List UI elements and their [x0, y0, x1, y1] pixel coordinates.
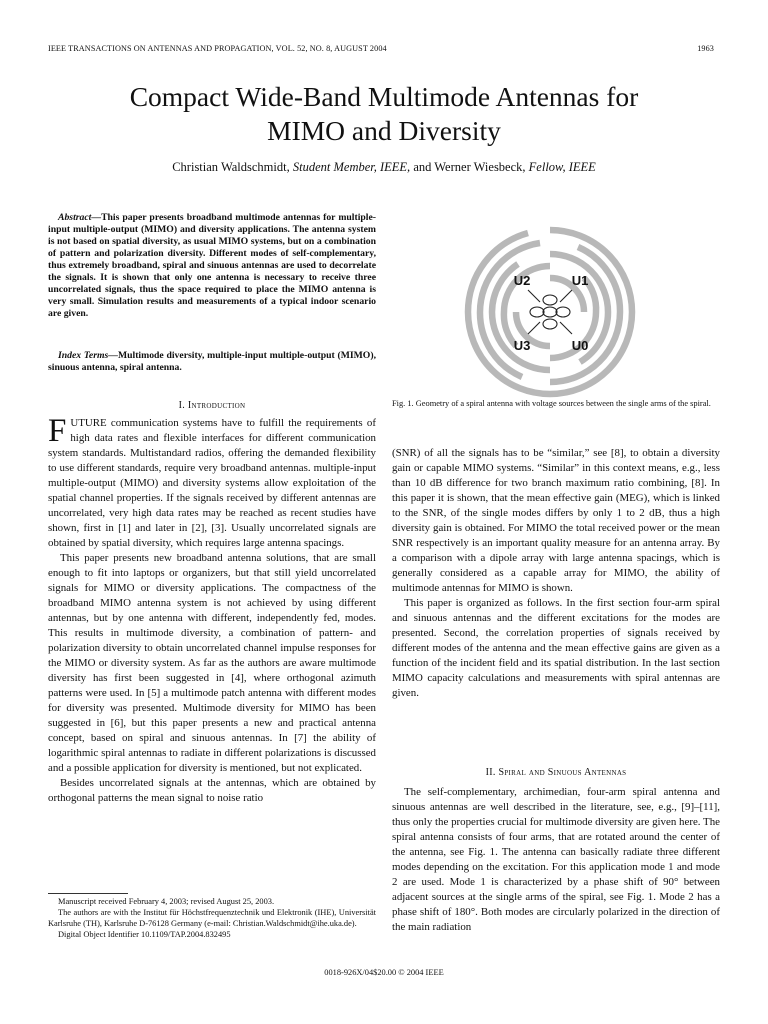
source-arrow-u2	[528, 290, 540, 302]
section-title: Spiral and Sinuous Antennas	[498, 767, 627, 778]
abstract-text: This paper presents broadband multimode antennas for multiple-input multiple-output (MIMO) and diversity applications. The antenna system is not based on spatial diversity, as usual MIMO systems, but on a combination of pattern and polarization diversity. Different modes of self-complementary, thus extremely broadband, spiral and sinuous antennas are used to decorrelate the signals. It is shown that only one antenna is necessary to receive three uncorrelated signals, thus the space required to place the MIMO antenna is very small. Simulation results and measurements of a typical indoor scenario are given.	[48, 212, 376, 319]
author-line	[40, 160, 728, 175]
title-line-2: MIMO and Diversity	[267, 115, 501, 146]
paragraph: The self-complementary, archimedian, four-arm spiral antenna and sinuous antennas are well described in the literature, see, e.g., [9]–[11], thus only the properties crucial for multimode diversity are given here. The spiral antenna consists of four arms, that are rotated around the center of the antenna, see Fig. 1. The antenna can basically radiate three different modes depending on the excitation. For this application mode 1 and mode 2 are used. Mode 1 is characterized by a phase shift of 90° between adjacent sources at the single arms of the spiral, see Fig. 1. Mode 2 has a phase shift of 180°. Both modes are circularly polarized in the direction of the main radiation	[392, 786, 720, 933]
footnote-affiliation: The authors are with the Institut für Höchstfrequenztechnik und Elektronik (IHE), Universität Karlsruhe (TH), Karlsruhe D-76128 Germany (e-mail: Christian.Waldschmidt@ihe.uka.de).	[48, 908, 376, 928]
source-arrow-u3	[528, 322, 540, 334]
footnote-doi: Digital Object Identifier 10.1109/TAP.2004.832495	[58, 930, 231, 939]
feed-ellipse-left	[530, 307, 544, 317]
label-u3: U3	[513, 338, 531, 353]
introduction-body	[48, 413, 376, 806]
author-1-role: Student Member, IEEE,	[292, 160, 411, 174]
footnotes	[48, 896, 376, 940]
source-arrow-u0	[560, 322, 572, 334]
section-2-body	[392, 785, 720, 935]
paragraph-text: UTURE communication systems have to fulfill the requirements of high data rates and flexible interfaces for different communication system standards. Multistandard radios, offering the demanded flexibility to use different standards, require very broadband antennas. multiple-input multiple-output (MIMO) and diversity systems allow exploitation of the spatial channel properties. If the signals received by different antennas are uncorrelated, very high data rates may be reached as recent studies have shown, first in [1] and later in [2], [3]. Usually uncorrelated signals are obtained by spatial diversity, which requires large antenna spacings.	[48, 417, 376, 549]
footnote-received: Manuscript received February 4, 2003; revised August 25, 2003.	[58, 897, 275, 906]
feed-center-ellipse	[543, 307, 557, 317]
index-terms-label: Index Terms—	[58, 350, 118, 361]
paragraph: Besides uncorrelated signals at the antennas, which are obtained by orthogonal patterns the mean signal to noise ratio	[48, 777, 376, 804]
section-number: II.	[485, 767, 496, 778]
author-2: and Werner Wiesbeck,	[413, 160, 526, 174]
paragraph	[48, 413, 376, 551]
index-terms-text: Multimode diversity, multiple-input multiple-output (MIMO), sinuous antenna, spiral antenna.	[48, 350, 376, 373]
label-u0: U0	[571, 338, 589, 353]
paragraph: This paper is organized as follows. In the first section four-arm spiral and sinuous antennas and the different excitations for the modes are presented. Second, the correlation properties of signals received by different modes of the antenna and the mean effective gains are given as a function of the incident field and its spatial distribution. In the last section MIMO capacity calculations and measurements with spiral antennas are given.	[392, 597, 720, 699]
abstract-label: Abstract—	[58, 212, 102, 223]
section-heading-spiral	[392, 767, 720, 778]
footnote-rule	[48, 893, 128, 894]
drop-cap: F	[48, 413, 67, 449]
paragraph: This paper presents new broadband antenna solutions, that are small enough to fit into laptops or organizers, but that still yield uncorrelated signals for MIMO or diversity applications. The compactness of the broadband MIMO antenna system is not achieved by using different antennas, but by one antenna with different, independently fed, modes. This results in multimode diversity, a combination of pattern- and polarization diversity to obtain uncorrelated channel impulse responses for the MIMO or diversity system. As far as the authors are aware multimode diversity has first been suggested in [4], where orthogonal azimuth patterns were used. In [5] a multimode patch antenna with different modes for diversity was presented. Multimode diversity for MIMO has been suggested in [6], but this paper presents a new and practical antenna concept, based on spiral and sinuous antennas. In [7] the ability of logarithmic spiral antennas to radiate in different polarizations is discussed and a possible application for diversity is mentioned, but not explicated.	[48, 552, 376, 774]
source-arrow-u1	[560, 290, 572, 302]
author-1: Christian Waldschmidt,	[172, 160, 290, 174]
feed-ellipse-bottom	[543, 319, 557, 329]
author-2-role: Fellow, IEEE	[528, 160, 596, 174]
figure-caption: Fig. 1. Geometry of a spiral antenna with voltage sources between the single arms of the spiral.	[392, 399, 711, 408]
paper-title	[40, 80, 728, 148]
feed-ellipse-top	[543, 295, 557, 305]
label-u1: U1	[571, 273, 589, 288]
page-number: 1963	[697, 44, 714, 53]
paragraph: (SNR) of all the signals has to be “similar,” see [8], to obtain a diversity gain or capable MIMO systems. “Similar” in this context means, e.g., less than 10 dB difference for two branch maximum ratio combining, [8]. In this paper it is shown, that the mean effective gain (MEG), which is linked to the SNR, of the single modes differs by only 1 to 2 dB, thus a high diversity gain is obtained. For MIMO the total received power or the mean SNR respectively is an important quality measure for an antenna array. By a comparison with a dipole array with large antenna spacings, which is generally considered as a capable array for MIMO, the ability of multimode antennas for MIMO is shown.	[392, 447, 720, 594]
section-number: I.	[178, 400, 186, 411]
index-terms	[48, 350, 376, 374]
right-column-body	[392, 446, 720, 701]
feed-ellipse-right	[556, 307, 570, 317]
section-title: Introduction	[187, 400, 246, 411]
copyright-footer: 0018-926X/04$20.00 © 2004 IEEE	[324, 968, 444, 977]
abstract	[48, 212, 376, 320]
spiral-antenna-figure	[460, 222, 640, 402]
title-line-1: Compact Wide-Band Multimode Antennas for	[129, 81, 639, 112]
running-header: IEEE TRANSACTIONS ON ANTENNAS AND PROPAGATION, VOL. 52, NO. 8, AUGUST 2004	[48, 44, 387, 53]
label-u2: U2	[513, 273, 531, 288]
section-heading-introduction	[48, 400, 376, 411]
